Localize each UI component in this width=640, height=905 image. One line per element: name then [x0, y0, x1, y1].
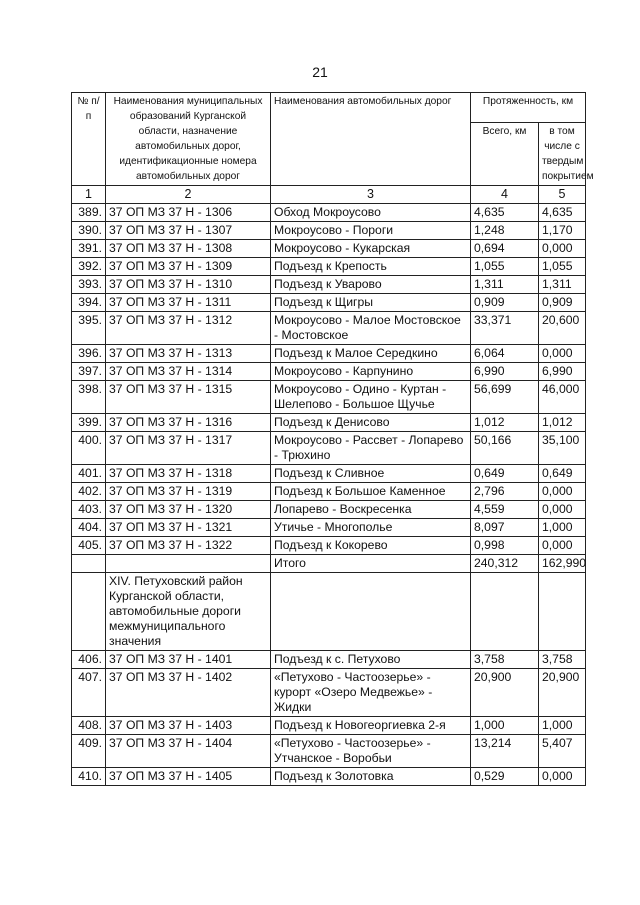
length-total: 3,758: [471, 651, 539, 669]
length-paved: 6,990: [539, 363, 586, 381]
row-number: 405.: [72, 537, 106, 555]
table-row: [72, 501, 586, 519]
total-group: [72, 555, 586, 651]
road-id: 37 ОП МЗ 37 Н - 1318: [106, 465, 271, 483]
length-total: 6,064: [471, 345, 539, 363]
rows-group-b: [72, 651, 586, 786]
road-name: Мокроусово - Рассвет - Лопарево - Трюхино: [271, 432, 471, 465]
length-paved: 0,000: [539, 537, 586, 555]
total-paved-km: 162,990: [539, 555, 586, 573]
road-name: Подъезд к Щигры: [271, 294, 471, 312]
road-name: Подъезд к Крепость: [271, 258, 471, 276]
length-total: 1,012: [471, 414, 539, 432]
road-id: 37 ОП МЗ 37 Н - 1402: [106, 669, 271, 717]
length-paved: 3,758: [539, 651, 586, 669]
row-number: 390.: [72, 222, 106, 240]
length-paved: 0,000: [539, 483, 586, 501]
column-number: 4: [471, 186, 539, 204]
road-id: 37 ОП МЗ 37 Н - 1313: [106, 345, 271, 363]
road-name: Подъезд к Уварово: [271, 276, 471, 294]
table-row: [72, 432, 586, 465]
row-number: 393.: [72, 276, 106, 294]
column-number: 5: [539, 186, 586, 204]
road-name: Обход Мокроусово: [271, 204, 471, 222]
total-km: 240,312: [471, 555, 539, 573]
road-name: Мокроусово - Карпунино: [271, 363, 471, 381]
road-id: 37 ОП МЗ 37 Н - 1319: [106, 483, 271, 501]
row-number: 407.: [72, 669, 106, 717]
road-id: 37 ОП МЗ 37 Н - 1315: [106, 381, 271, 414]
length-paved: 0,000: [539, 240, 586, 258]
header-total: Всего, км: [471, 123, 539, 186]
length-paved: 1,055: [539, 258, 586, 276]
road-name: Подъезд к Малое Середкино: [271, 345, 471, 363]
length-paved: 5,407: [539, 735, 586, 768]
row-number: 408.: [72, 717, 106, 735]
length-total: 20,900: [471, 669, 539, 717]
row-number: 395.: [72, 312, 106, 345]
length-total: 0,529: [471, 768, 539, 786]
header-road: Наименования автомобильных дорог: [271, 93, 471, 186]
length-total: 6,990: [471, 363, 539, 381]
length-paved: 46,000: [539, 381, 586, 414]
length-total: 0,694: [471, 240, 539, 258]
length-total: 50,166: [471, 432, 539, 465]
table-row: [72, 465, 586, 483]
road-id: 37 ОП МЗ 37 Н - 1307: [106, 222, 271, 240]
length-total: 0,998: [471, 537, 539, 555]
length-paved: 35,100: [539, 432, 586, 465]
length-total: 1,055: [471, 258, 539, 276]
column-number: 1: [72, 186, 106, 204]
road-name: «Петухово - Частоозерье» - Утчанское - Воробьи: [271, 735, 471, 768]
table-row: [72, 414, 586, 432]
table-row: [72, 258, 586, 276]
header-no: № п/п: [72, 93, 106, 186]
row-number: 391.: [72, 240, 106, 258]
length-paved: 0,649: [539, 465, 586, 483]
table-row: [72, 651, 586, 669]
road-id: 37 ОП МЗ 37 Н - 1404: [106, 735, 271, 768]
header-length: Протяженность, км: [471, 93, 586, 123]
table-row: [72, 294, 586, 312]
road-id: 37 ОП МЗ 37 Н - 1316: [106, 414, 271, 432]
length-paved: 1,012: [539, 414, 586, 432]
road-id: 37 ОП МЗ 37 Н - 1311: [106, 294, 271, 312]
column-number: 2: [106, 186, 271, 204]
road-name: Подъезд к с. Петухово: [271, 651, 471, 669]
road-id: 37 ОП МЗ 37 Н - 1306: [106, 204, 271, 222]
row-number: 402.: [72, 483, 106, 501]
road-id: 37 ОП МЗ 37 Н - 1314: [106, 363, 271, 381]
length-total: 8,097: [471, 519, 539, 537]
table-row: [72, 669, 586, 717]
table-row: [72, 276, 586, 294]
length-total: 0,649: [471, 465, 539, 483]
road-id: 37 ОП МЗ 37 Н - 1312: [106, 312, 271, 345]
table-row: [72, 381, 586, 414]
row-number: 410.: [72, 768, 106, 786]
length-paved: 0,000: [539, 345, 586, 363]
length-paved: 0,000: [539, 501, 586, 519]
road-name: Подъезд к Новогеоргиевка 2-я: [271, 717, 471, 735]
length-paved: 20,900: [539, 669, 586, 717]
header-org: Наименования муниципальных образований Курганской области, назначение автомобильных дорог, идентификационные номера автомобильных дорог: [106, 93, 271, 186]
road-name: Мокроусово - Одино - Куртан - Шелепово - Большое Щучье: [271, 381, 471, 414]
length-paved: 1,000: [539, 717, 586, 735]
roads-table: [71, 92, 594, 786]
road-name: Подъезд к Большое Каменное: [271, 483, 471, 501]
table-row: [72, 222, 586, 240]
table-row: [72, 363, 586, 381]
table-row: [72, 204, 586, 222]
total-row: [72, 555, 586, 573]
length-total: 33,371: [471, 312, 539, 345]
road-id: 37 ОП МЗ 37 Н - 1310: [106, 276, 271, 294]
length-paved: 1,170: [539, 222, 586, 240]
road-id: 37 ОП МЗ 37 Н - 1322: [106, 537, 271, 555]
length-total: 4,635: [471, 204, 539, 222]
section-row: [72, 573, 586, 651]
road-id: 37 ОП МЗ 37 Н - 1320: [106, 501, 271, 519]
row-number: 389.: [72, 204, 106, 222]
length-paved: 4,635: [539, 204, 586, 222]
table-row: [72, 312, 586, 345]
road-id: 37 ОП МЗ 37 Н - 1317: [106, 432, 271, 465]
road-name: Мокроусово - Пороги: [271, 222, 471, 240]
road-name: Мокроусово - Кукарская: [271, 240, 471, 258]
table-row: [72, 519, 586, 537]
row-number: 404.: [72, 519, 106, 537]
total-label: Итого: [271, 555, 471, 573]
row-number: 400.: [72, 432, 106, 465]
length-total: 2,796: [471, 483, 539, 501]
length-total: 4,559: [471, 501, 539, 519]
road-id: 37 ОП МЗ 37 Н - 1403: [106, 717, 271, 735]
length-paved: 1,311: [539, 276, 586, 294]
table-row: [72, 768, 586, 786]
row-number: 409.: [72, 735, 106, 768]
road-name: Мокроусово - Малое Мостовское - Мостовское: [271, 312, 471, 345]
table-row: [72, 240, 586, 258]
row-number: 399.: [72, 414, 106, 432]
row-number: 394.: [72, 294, 106, 312]
road-id: 37 ОП МЗ 37 Н - 1321: [106, 519, 271, 537]
length-total: 13,214: [471, 735, 539, 768]
rows-group-a: [72, 204, 586, 555]
table-row: [72, 537, 586, 555]
row-number: 406.: [72, 651, 106, 669]
page-number: 21: [312, 64, 328, 80]
road-id: 37 ОП МЗ 37 Н - 1405: [106, 768, 271, 786]
length-paved: 1,000: [539, 519, 586, 537]
road-id: 37 ОП МЗ 37 Н - 1308: [106, 240, 271, 258]
road-name: Подъезд к Сливное: [271, 465, 471, 483]
length-total: 0,909: [471, 294, 539, 312]
table-row: [72, 345, 586, 363]
row-number: 403.: [72, 501, 106, 519]
row-number: 401.: [72, 465, 106, 483]
length-total: 1,311: [471, 276, 539, 294]
road-id: 37 ОП МЗ 37 Н - 1401: [106, 651, 271, 669]
length-paved: 0,909: [539, 294, 586, 312]
road-name: Лопарево - Воскресенка: [271, 501, 471, 519]
section-title: XIV. Петуховский район Курганской области, автомобильные дороги межмуниципального значения: [106, 573, 271, 651]
row-number: 396.: [72, 345, 106, 363]
road-name: Подъезд к Денисово: [271, 414, 471, 432]
column-number: 3: [271, 186, 471, 204]
road-id: 37 ОП МЗ 37 Н - 1309: [106, 258, 271, 276]
length-paved: 0,000: [539, 768, 586, 786]
road-name: «Петухово - Частоозерье» - курорт «Озеро Медвежье» - Жидки: [271, 669, 471, 717]
column-numbers-row: [72, 186, 586, 204]
length-total: 1,000: [471, 717, 539, 735]
length-total: 1,248: [471, 222, 539, 240]
road-name: Подъезд к Кокорево: [271, 537, 471, 555]
row-number: 392.: [72, 258, 106, 276]
row-number: 398.: [72, 381, 106, 414]
length-total: 56,699: [471, 381, 539, 414]
road-name: Подъезд к Золотовка: [271, 768, 471, 786]
row-number: 397.: [72, 363, 106, 381]
header-paved: в том числе с твердым покрытием: [539, 123, 586, 186]
road-name: Утичье - Многополье: [271, 519, 471, 537]
table-row: [72, 483, 586, 501]
table-row: [72, 735, 586, 768]
table-row: [72, 717, 586, 735]
length-paved: 20,600: [539, 312, 586, 345]
